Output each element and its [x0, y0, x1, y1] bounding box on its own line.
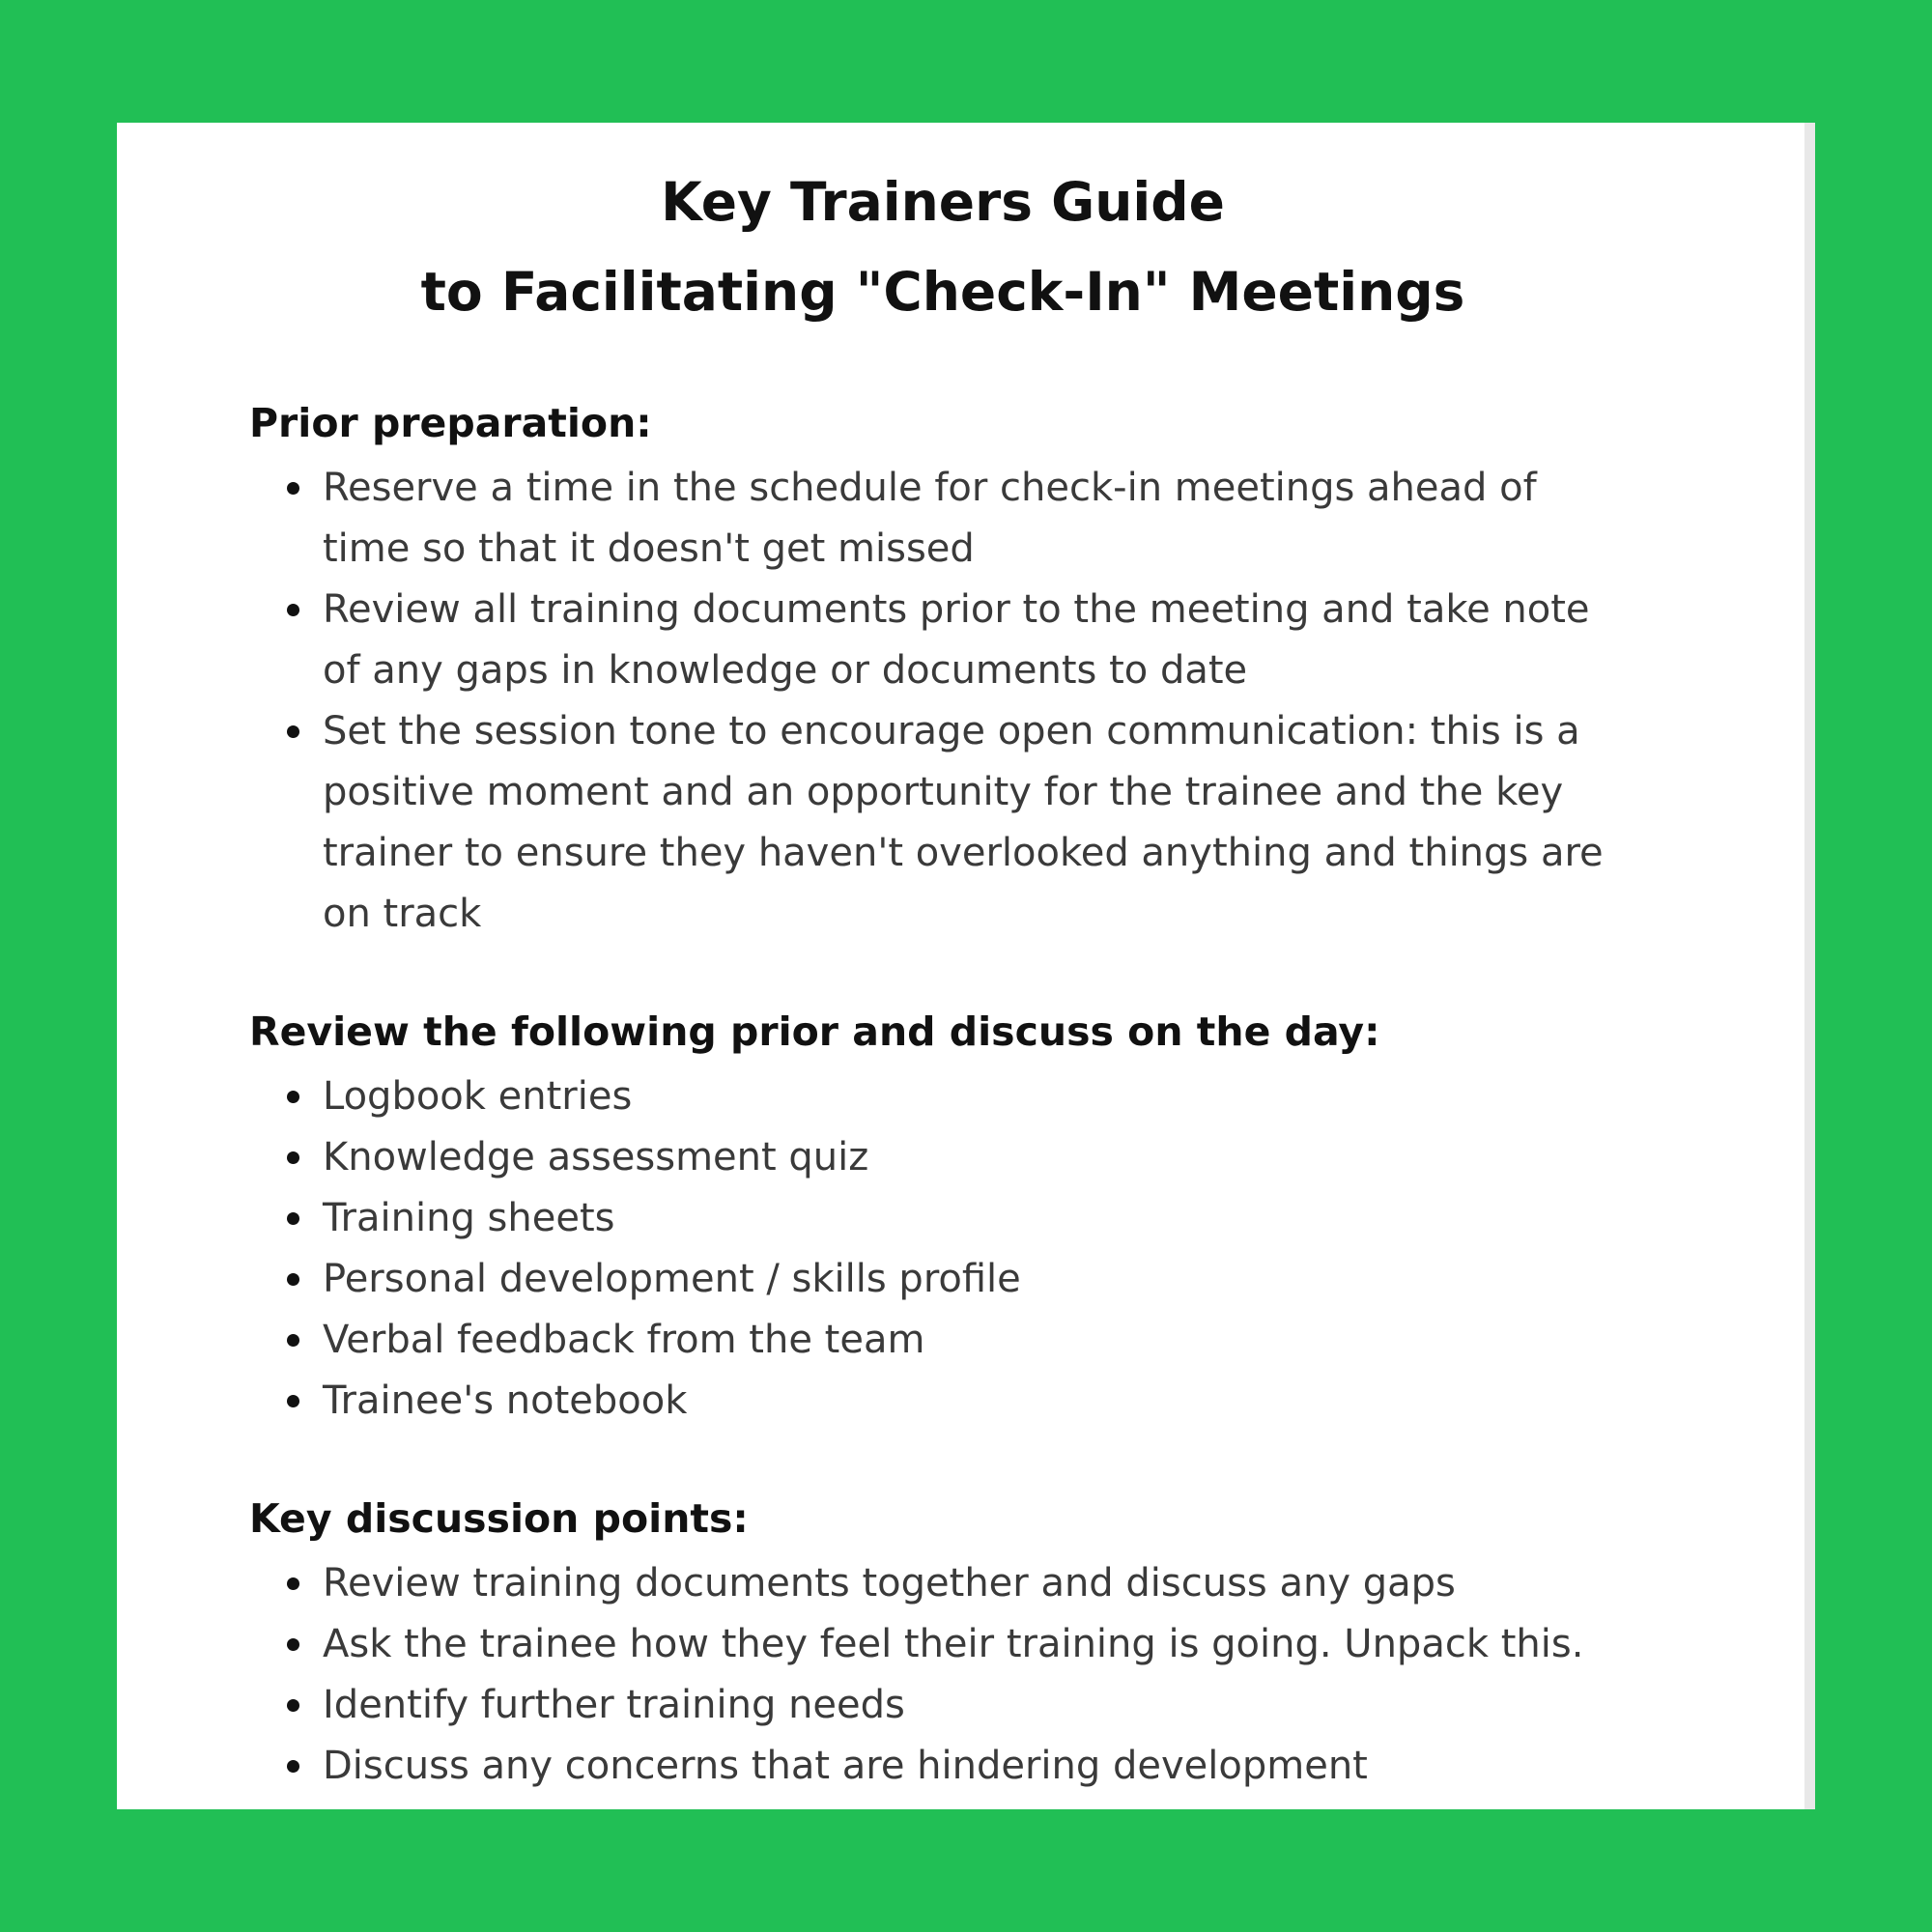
- list-item-text: Reserve a time in the schedule for check-in meetings ahead of time so that it doesn't get missed: [323, 466, 1537, 571]
- section-prior-preparation: [249, 396, 1737, 945]
- document-page: [117, 123, 1815, 1809]
- list-item-text: Logbook entries: [323, 1074, 633, 1119]
- list-item-text: Verbal feedback from the team: [323, 1318, 925, 1362]
- list-item-text: Knowledge assessment quiz: [323, 1135, 869, 1179]
- list-item: [249, 1188, 1612, 1249]
- list-item-text: Trainee's notebook: [323, 1378, 688, 1423]
- list-item: [249, 1553, 1612, 1614]
- list-item-text: Review all training documents prior to the meeting and take note of any gaps in knowledge or documents to date: [323, 587, 1590, 693]
- bullet-icon: [287, 482, 299, 495]
- bullet-icon: [287, 1760, 299, 1773]
- bullet-icon: [287, 1273, 299, 1286]
- title-line-1: Key Trainers Guide: [661, 171, 1225, 233]
- list-item-text: Ask the trainee how they feel their training is going. Unpack this.: [323, 1622, 1584, 1666]
- bullet-icon: [287, 1699, 299, 1712]
- bullet-icon: [287, 725, 299, 738]
- section-heading: Key discussion points:: [249, 1495, 749, 1542]
- section-heading: Review the following prior and discuss on the day:: [249, 1009, 1380, 1055]
- list-item-text: Personal development / skills profile: [323, 1257, 1021, 1301]
- document-title: [117, 157, 1769, 337]
- bullet-icon: [287, 1577, 299, 1590]
- bullet-icon: [287, 1212, 299, 1225]
- bullet-icon: [287, 1395, 299, 1407]
- list-item: [249, 1127, 1612, 1188]
- bullet-icon: [287, 1638, 299, 1651]
- list-item-text: Discuss any concerns that are hindering development: [323, 1744, 1368, 1788]
- list-item: [249, 458, 1612, 580]
- section-heading: Prior preparation:: [249, 400, 652, 446]
- section-key-discussion-points: [249, 1492, 1737, 1797]
- bullet-list: [249, 458, 1737, 945]
- list-item: [249, 1371, 1612, 1432]
- bullet-icon: [287, 1334, 299, 1347]
- list-item: [249, 1310, 1612, 1371]
- list-item-text: Review training documents together and discuss any gaps: [323, 1561, 1456, 1605]
- list-item-text: Set the session tone to encourage open communication: this is a positive moment and an opportunity for the trainee and the key trainer to ensure they haven't overlooked anything and things are on track: [323, 709, 1604, 936]
- page-edge-shadow: [1804, 123, 1815, 1809]
- document-content: [249, 396, 1737, 1797]
- section-review-following: [249, 1005, 1737, 1432]
- bullet-list: [249, 1553, 1737, 1797]
- list-item: [249, 701, 1612, 945]
- list-item: [249, 1066, 1612, 1127]
- list-item-text: Training sheets: [323, 1196, 615, 1240]
- bullet-icon: [287, 1091, 299, 1103]
- list-item: [249, 1736, 1612, 1797]
- list-item: [249, 580, 1612, 701]
- bullet-icon: [287, 1151, 299, 1164]
- list-item: [249, 1614, 1612, 1675]
- list-item-text: Identify further training needs: [323, 1683, 905, 1727]
- list-item: [249, 1675, 1612, 1736]
- bullet-list: [249, 1066, 1737, 1432]
- list-item: [249, 1249, 1612, 1310]
- title-line-2: to Facilitating "Check-In" Meetings: [420, 261, 1465, 323]
- bullet-icon: [287, 604, 299, 616]
